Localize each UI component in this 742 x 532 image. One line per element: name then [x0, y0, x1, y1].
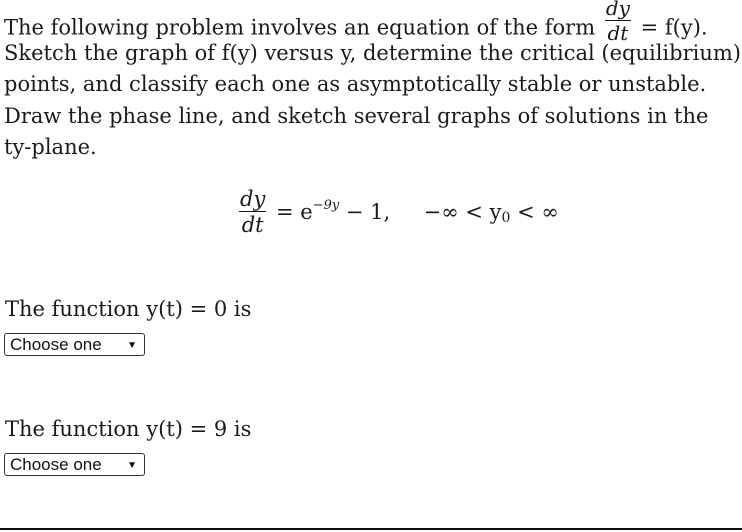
condition-left: −∞ < y [423, 200, 502, 225]
intro-line-4: Draw the phase line, and sketch several graphs of solutions in the [4, 103, 709, 128]
problem-statement [4, 0, 741, 164]
equation-numerator: dy [240, 187, 266, 211]
condition-subscript: 0 [501, 210, 511, 227]
equation-base: = e [276, 200, 313, 225]
caret-down-icon: ▼ [127, 340, 137, 351]
intro-line-2: Sketch the graph of f(y) versus y, determine the critical (equilibrium) [4, 40, 741, 65]
form-numerator: dy [605, 0, 630, 20]
condition-right: < ∞ [517, 200, 559, 225]
intro-line-3: points, and classify each one as asymptotically stable or unstable. [4, 72, 707, 96]
question-1-select[interactable] [4, 333, 145, 356]
question-2-label: The function y(t) = 9 is [5, 417, 252, 441]
question-1-label: The function y(t) = 0 is [5, 297, 252, 321]
intro-line-1 [4, 0, 740, 45]
intro-text-1: The following problem involves an equation of the form [4, 15, 596, 40]
form-denominator: dt [607, 21, 629, 45]
intro-line-5: ty-plane. [4, 135, 97, 159]
equation-exponent: −9y [312, 198, 340, 214]
form-rhs: = f(y). [640, 15, 708, 40]
equation-fraction [239, 188, 266, 236]
form-fraction [605, 0, 631, 44]
equation-denominator: dt [241, 213, 264, 238]
question-1-select-value: Choose one [10, 334, 102, 354]
question-2-select[interactable] [4, 453, 145, 476]
equation-rest: − 1, [345, 200, 391, 225]
caret-down-icon: ▼ [127, 460, 137, 471]
equation-rhs [276, 198, 559, 226]
bottom-divider [0, 528, 742, 530]
question-2-select-value: Choose one [10, 454, 102, 474]
differential-equation [236, 188, 559, 236]
